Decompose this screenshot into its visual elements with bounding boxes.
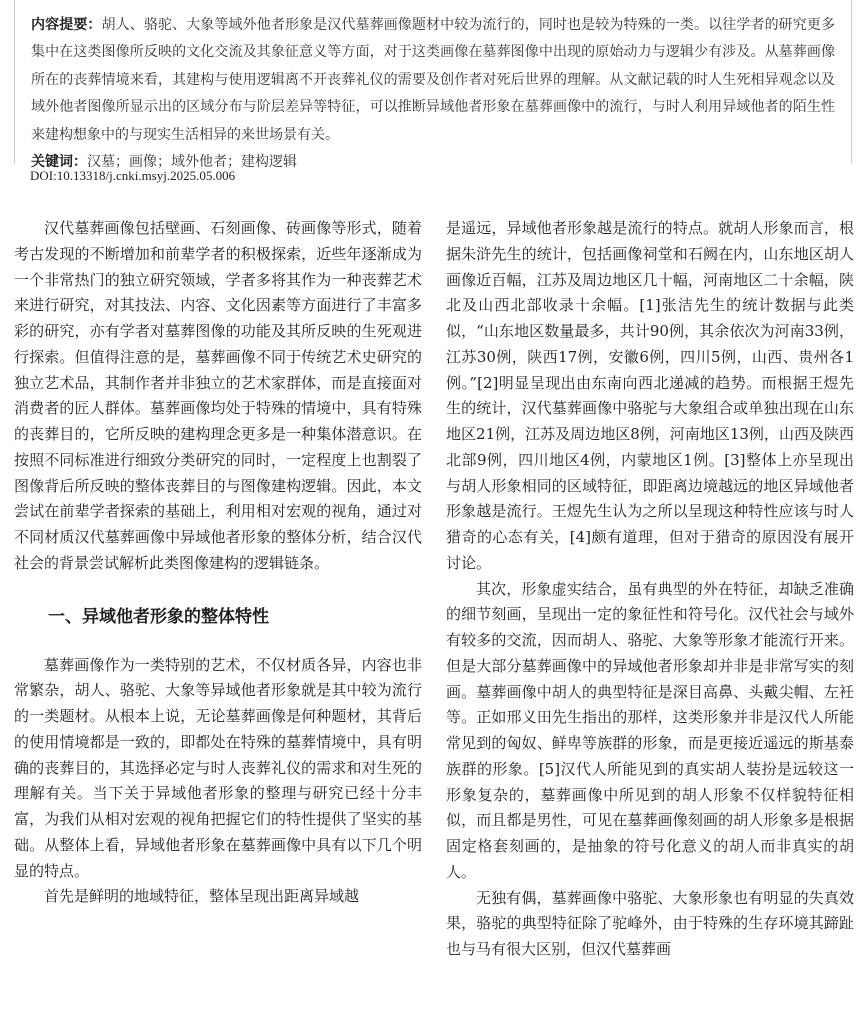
keywords-text: 汉墓；画像；域外他者；建构逻辑 [87,154,297,171]
body-paragraph-continued: 是遥远，异域他者形象越是流行的特点。就胡人形象而言，根据朱浒先生的统计，包括画像祠堂和石阙在内，山东地区胡人画像近百幅，江苏及周边地区几十幅，河南地区二十余幅，陕北及山西北部收录十余幅。[1]张洁先生的统计数据与此类似，“山东地区数量最多，共计90例，其余依次为河南33例，江苏30例，陕西17例，安徽6例，四川5例，山西、贵州各1例。”[2]明显呈现出由东南向西北递减的趋势。而根据王煜先生的统计，汉代墓葬画像中骆驼与大象组合或单独出现在山东地区21例，江苏及周边地区8例，河南地区13例，山西及陕西北部9例，四川地区4例，内蒙地区1例。[3]整体上亦呈现出与胡人形象相同的区域特征，即距离边境越远的地区异域他者形象越是流行。王煜先生认为之所以呈现这种特性应该与时人猎奇的心态有关，[4]颇有道理，但对于猎奇的原因没有展开讨论。 [446,219,854,572]
body-paragraph: 无独有偶，墓葬画像中骆驼、大象形象也有明显的失真效果，骆驼的典型特征除了驼峰外，由于特殊的生存环境其蹄趾也与马有很大区别，但汉代墓葬画 [446,888,854,958]
doi-line[interactable]: DOI:10.13318/j.cnki.msyj.2025.05.006 [30,168,236,183]
left-column [14,216,422,910]
body-paragraph: 其次，形象虚实结合，虽有典型的外在特征，却缺乏准确的细节刻画，呈现出一定的象征性和符号化。汉代社会与域外有较多的交流，因而胡人、骆驼、大象等形象才能流行开来。但是大部分墓葬画像中的异域他者形象却并非是非常写实的刻画。墓葬画像中胡人的典型特征是深目高鼻、头戴尖帽、左衽等。正如邢义田先生指出的那样，这类形象并非是汉代人所能常见到的匈奴、鲜卑等族群的形象，而是更接近遥远的斯基泰族群的形象。[5]汉代人所能见到的真实胡人装扮是远较这一形象复杂的，墓葬画像中所见到的胡人形象不仅样貌特征相似，而且都是男性，可见在墓葬画像刻画的胡人形象多是根据固定格套刻画的，是抽象的符号化意义的胡人而非真实的胡人。 [446,579,854,881]
right-column [446,216,854,963]
keywords-label: 关键词： [31,154,87,171]
abstract-paragraph [31,12,835,149]
body-paragraph-intro: 汉代墓葬画像包括壁画、石刻画像、砖画像等形式，随着考古发现的不断增加和前辈学者的积极探索，近些年逐渐成为一个非常热门的独立研究领域，学者多将其作为一种丧葬艺术来进行研究，对其技法、内容、文化因素等方面进行了丰富多彩的研究，亦有学者对墓葬图像的功能及其所反映的生死观进行探索。但值得注意的是，墓葬画像不同于传统艺术史研究的独立艺术品，其制作者并非独立的艺术家群体，而是直接面对消费者的匠人群体。墓葬画像均处于特殊的情境中，具有特殊的丧葬目的，它所反映的建构理念更多是一种集体潜意识。在按照不同标准进行细致分类研究的同时，一定程度上也割裂了图像背后所反映的整体丧葬目的与图像建构逻辑。因此，本文尝试在前辈学者探索的基础上，利用相对宏观的视角，通过对不同材质汉代墓葬画像中异域他者形象的整体分析，结合汉代社会的背景尝试解析此类图像建构的逻辑链条。 [14,219,422,572]
abstract-label: 内容提要： [31,17,102,33]
body-paragraph: 首先是鲜明的地域特征，整体呈现出距离异域越 [44,887,360,906]
abstract-box [14,0,852,171]
body-paragraph: 墓葬画像作为一类特别的艺术，不仅材质各异，内容也非常繁杂，胡人、骆驼、大象等异域他者形象就是其中较为流行的一类题材。从根本上说，无论墓葬画像是何种题材，其背后的使用情境都是一致的，即都处在特殊的墓葬情境中，具有明确的丧葬目的，其选择必定与时人丧葬礼仪的需求和对生死的理解有关。当下关于异域他者形象的整理与研究已经十分丰富，为我们从相对宏观的视角把握它们的特性提供了坚实的基础。从整体上看，异域他者形象在墓葬画像中具有以下几个明显的特点。 [14,655,422,880]
section-heading: 一、异域他者形象的整体特性 [48,606,269,627]
abstract-text: 胡人、骆驼、大象等域外他者形象是汉代墓葬画像题材中较为流行的，同时也是较为特殊的一类。以往学者的研究更多集中在这类图像所反映的文化交流及其象征意义等方面，对于这类画像在墓葬图像中出现的原始动力与逻辑少有涉及。从墓葬画像所在的丧葬情境来看，其建构与使用逻辑离不开丧葬礼仪的需要及创作者对死后世界的理解。从文献记载的时人生死相异观念以及域外他者图像所显示出的区域分布与阶层差异等特征，可以推断异域他者形象在墓葬画像中的流行，与时人利用异域他者的陌生性来建构想象中的与现实生活相异的来世场景有关。 [31,17,836,143]
